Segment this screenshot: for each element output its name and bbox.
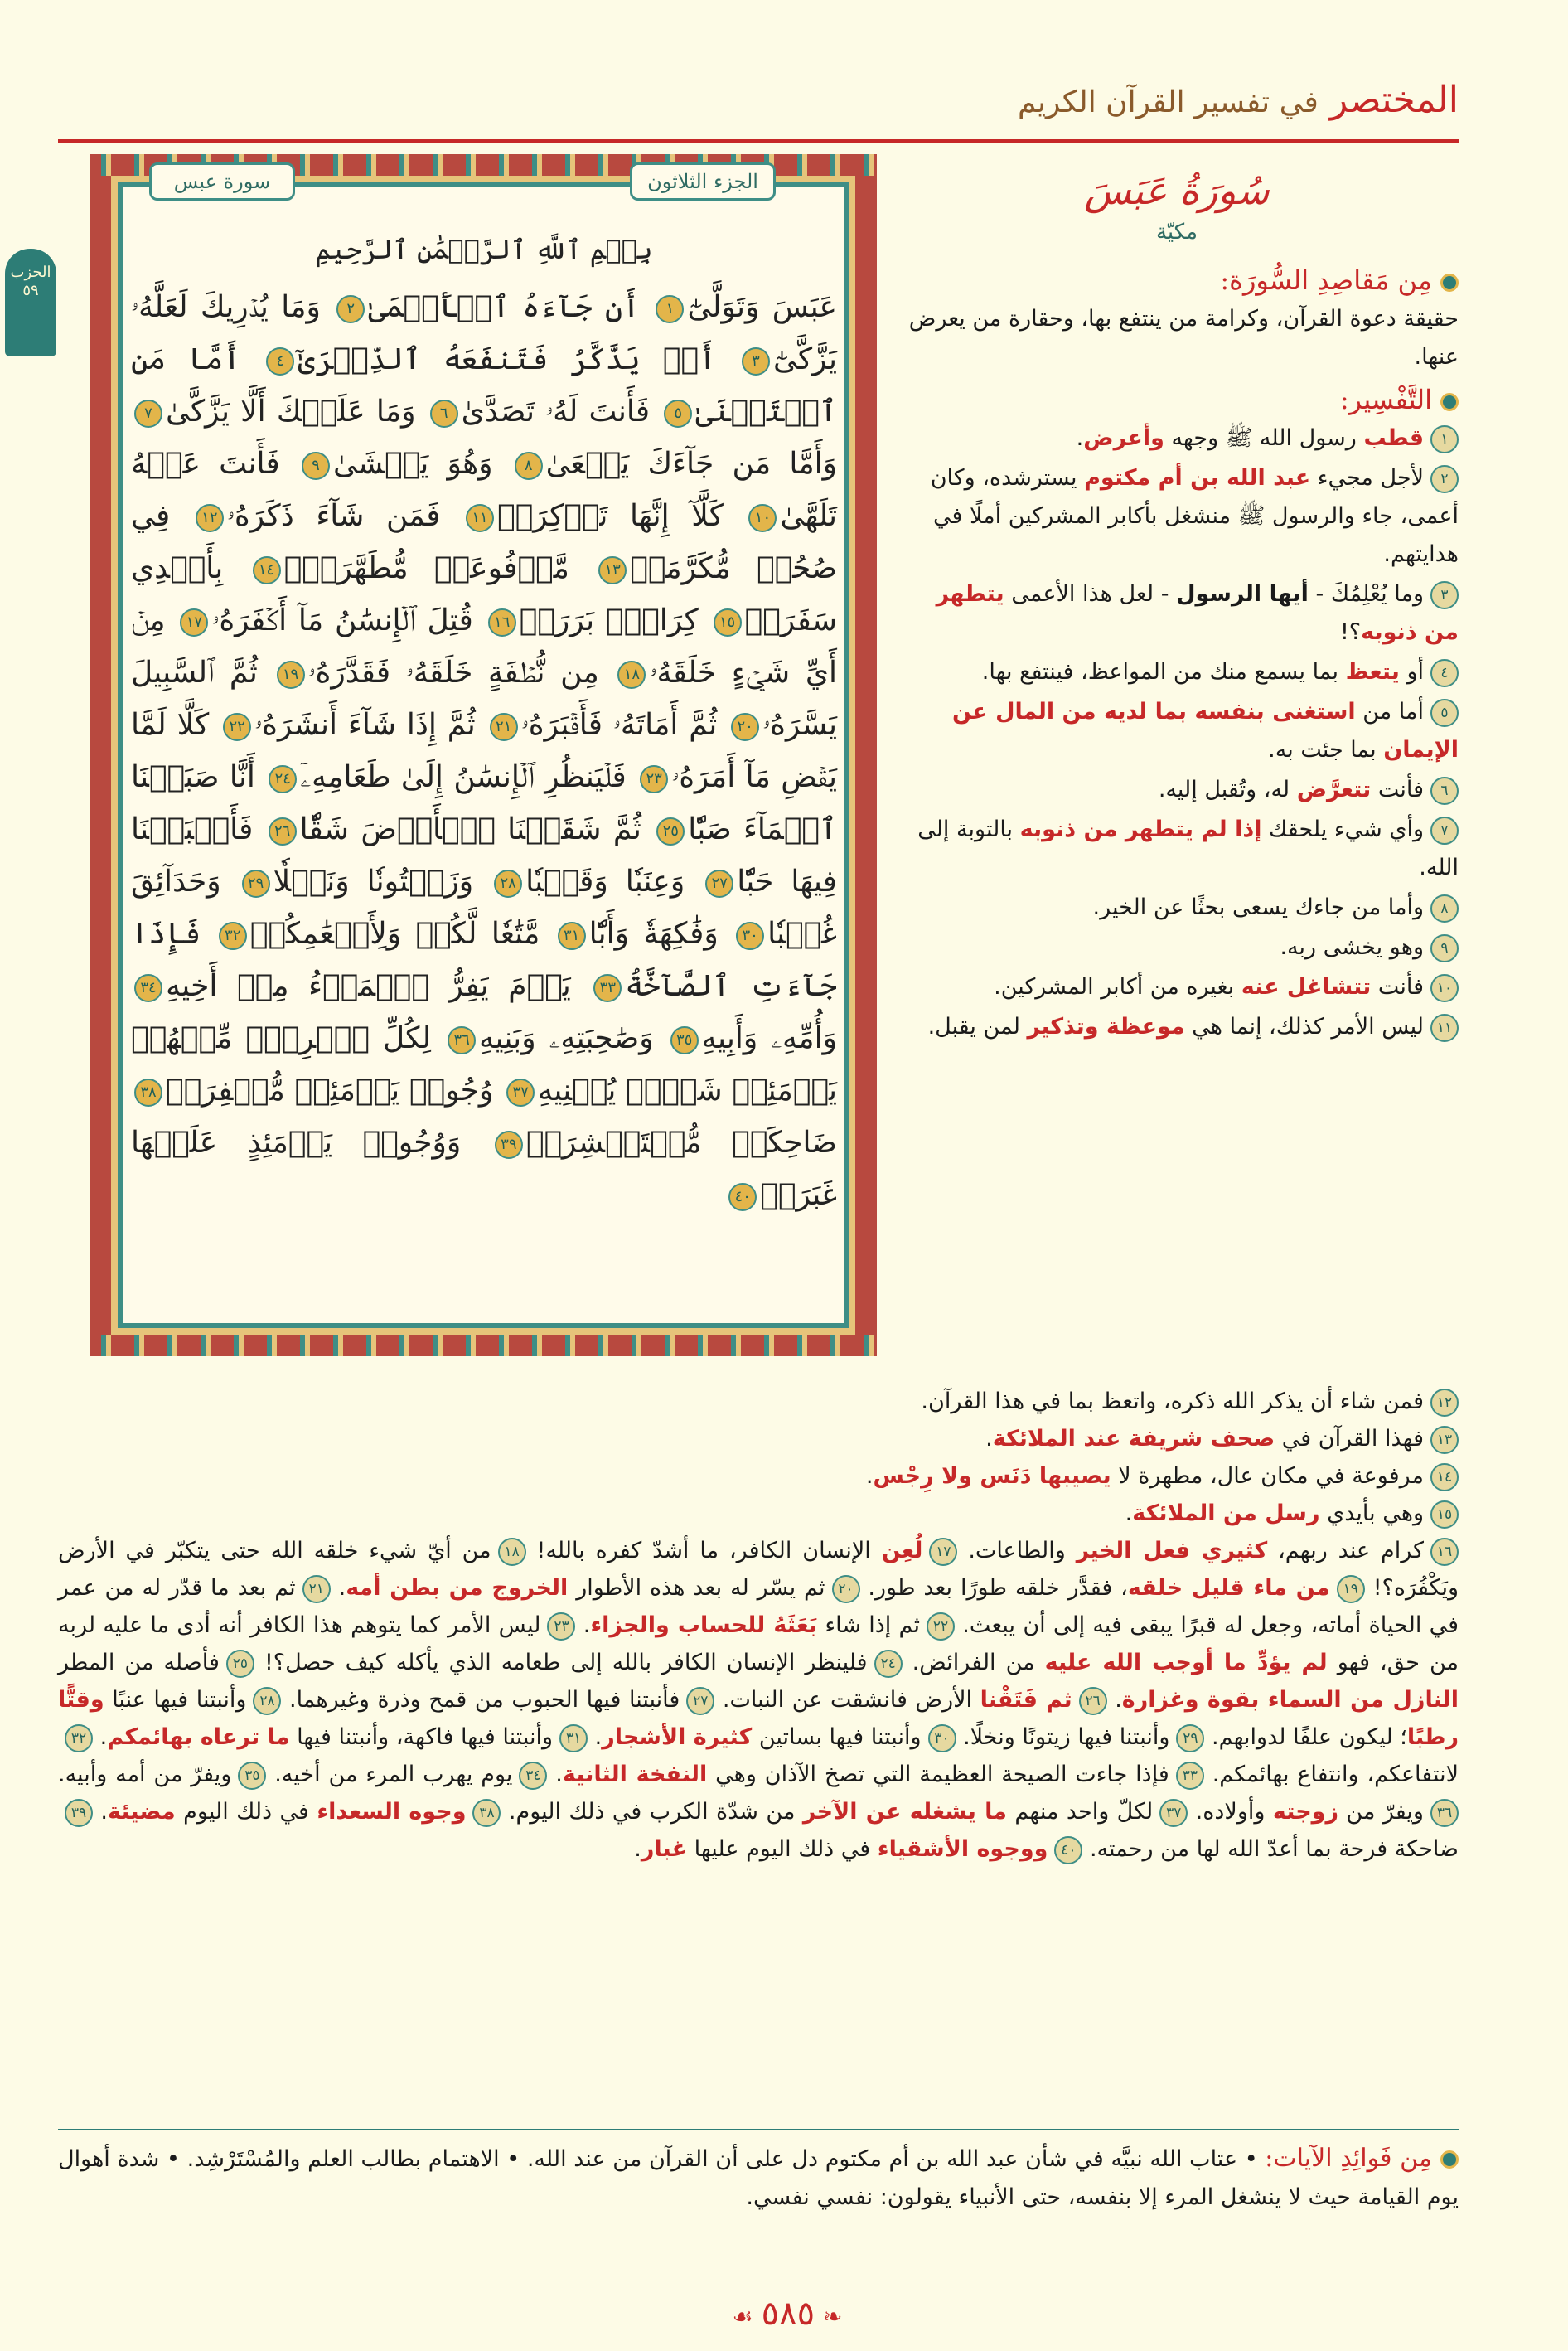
highlighted-phrase: ما ترعاه بهائمكم [107,1724,290,1750]
tafsir-text: فأنت [1371,974,1424,1000]
tafsir-entry [956,1724,1205,1750]
ayah-text: فَإِذَا جَآءَتِ ٱلصَّآخَّةُ [131,917,837,1003]
ayat-container [131,290,837,1212]
highlighted-phrase: كثيري فعل الخير [1076,1538,1268,1563]
quran-text [131,224,837,1318]
highlighted-phrase: قطب [1363,425,1424,451]
tafsir-text: فمن شاء أن يذكر الله ذكره، واتعظ بما في هذا القرآن. [921,1389,1424,1414]
surah-title: سُورَةُ عَبَسَ [1084,168,1270,213]
tafsir-text: . [330,1575,346,1601]
verse-number-icon: ٦ [1430,777,1459,805]
book-title [995,79,1459,121]
verse-number-icon: ٤ [1430,659,1459,687]
ayah-text: أَمَّا مَنِ ٱسۡتَغۡنَىٰ [131,342,837,429]
ayah-number-icon: ١٩ [277,661,305,689]
tafsir-text: . [547,1762,563,1787]
verse-number-icon: ٢٠ [832,1575,860,1603]
verse-number-icon: ٣٢ [65,1724,93,1752]
highlighted-phrase: ووجوه الأشقياء [877,1836,1048,1862]
verse-number-icon: ٢٥ [226,1650,254,1678]
tafsir-text: ليس الأمر كذلك، إنما هي [1184,1014,1424,1040]
tafsir-text: أما من [1355,699,1424,725]
bullet-icon [1440,393,1459,411]
verse-number-icon: ١٧ [929,1538,957,1566]
tafsir-entry [281,1687,714,1713]
verse-number-icon: ١٥ [1430,1500,1459,1529]
hizb-marker [5,249,56,356]
tafsir-text: في ذلك اليوم [175,1799,317,1825]
ayah-text: وَوُجُوهٞ يَوۡمَئِذٍ عَلَيۡهَا غَبَرَةٞ [131,1126,837,1212]
ayah-number-icon: ٥ [664,400,692,428]
tafsir-entry [93,1724,588,1750]
tafsir-text: وأنبتنا فيها بساتين [752,1724,922,1750]
highlighted-phrase: وقتًّا رطبًا [58,1687,1459,1750]
verse-number-icon: ٢ [1430,465,1459,493]
tafsir-text: في ذلك اليوم عليها [687,1836,878,1862]
tafsir-text: من أيّ شيء خلقه الله حتى يتكبّر في الأرض ويَكْفُرَه؟! [58,1538,1459,1601]
benefits-section [58,2139,1459,2217]
tafsir-entry [860,1575,1365,1601]
ayah-number-icon: ٣٤ [134,974,162,1002]
ayah-number-icon: ٤ [266,347,294,376]
verse-number-icon: ٨ [1430,894,1459,923]
ayah-text: وَزَيۡتُونٗا وَنَخۡلٗا [273,865,474,899]
highlighted-phrase: تتشاغل عنه [1241,974,1372,1000]
tafsir-list [895,419,1459,1046]
ayah-number-icon: ٣٣ [593,974,622,1002]
ayah-text: ثُمَّ شَقَقۡنَا ٱلۡأَرۡضَ شَقّٗا [299,812,641,846]
ayah-number-icon: ٢٠ [731,713,759,741]
tafsir-text: وهي بأيدي [1319,1500,1424,1526]
tafsir-heading-text: التَّفْسِير: [1339,384,1432,415]
verse-number-icon: ٣٥ [238,1762,266,1790]
ayah-number-icon: ٢ [336,295,365,323]
highlighted-phrase: إذا لم يتطهر من ذنوبه [1019,817,1262,842]
tafsir-text: ؛ ليكون علفًا لدوابهم. [1204,1724,1407,1750]
ayah-text: فَأَنتَ لَهُۥ تَصَدَّىٰ [461,395,651,429]
tafsir-entry [58,1762,266,1787]
ayah-text: وَصَٰحِبَتِهِۦ وَبَنِيهِ [479,1021,654,1055]
juz-label: الجزء الثلاثون [630,162,776,201]
ayah-text: كَلَّآ إِنَّهَا تَذۡكِرَةٞ [497,499,724,533]
ayah-text: مِنۡ أَيِّ شَيۡءٍ خَلَقَهُۥ [131,604,838,690]
ayah-number-icon: ٢٥ [656,817,685,846]
tafsir-text: . [93,1799,108,1825]
tafsir-entry [895,968,1459,1006]
ayah-number-icon: ١٥ [714,608,742,637]
verse-number-icon: ٢٧ [686,1687,714,1715]
ayah-number-icon: ٣٥ [670,1026,699,1054]
verse-number-icon: ٢٨ [253,1687,281,1715]
ayah-text: وُجُوهٞ يَوۡمَئِذٖ مُّسۡفِرَةٞ [166,1074,494,1108]
ayah-number-icon: ١٣ [598,556,627,584]
tafsir-text: . [575,1612,591,1638]
tafsir-entry [895,419,1459,458]
ayah-text: ثُمَّ أَمَاتَهُۥ فَأَقۡبَرَهُۥ [520,708,718,742]
tafsir-text: فأنبتنا فيها الحبوب من قمح وذرة وغيرهما. [281,1687,680,1713]
ayah-text: فَمَن شَآءَ ذَكَرَهُۥ [226,499,441,533]
tafsir-entry [501,1799,1188,1825]
tafsir-text: فأنت [1371,777,1424,802]
ayah-number-icon: ٢٧ [705,870,733,898]
verse-number-icon: ٢٦ [1079,1687,1107,1715]
bullet-icon [1440,2150,1459,2169]
tafsir-entry [575,1612,955,1638]
book-title-sub: في تفسير القرآن الكريم [1018,85,1319,119]
tafsir-text: أيها الرسول [1176,581,1309,607]
ayah-text: يَوۡمَ يَفِرُّ ٱلۡمَرۡءُ مِنۡ أَخِيهِ [166,969,571,1003]
tafsir-heading [895,380,1459,419]
verse-number-icon: ٩ [1430,934,1459,962]
tafsir-text: . [588,1724,603,1750]
tafsir-text: لأجل مجيء [1310,465,1424,491]
ornament-icon: ❧ [823,2303,843,2330]
tafsir-entry [957,1538,1459,1563]
ayah-number-icon: ٢٨ [494,870,522,898]
highlighted-phrase: بَعَثَهُ للحساب والجزاء [590,1612,818,1638]
tafsir-entry [895,811,1459,887]
highlighted-phrase: كثيرة الأشجار [602,1724,753,1750]
highlighted-phrase: عبد الله بن أم مكتوم [1084,465,1311,491]
goals-heading-text: مِن مَقاصِدِ السُّورَة: [1220,264,1432,296]
tafsir-text: ثم بعد ما قدّر له من عمر في الحياة أماته، وجعل له قبرًا يبقى فيه إلى أن يبعث. [58,1575,1459,1638]
ayah-number-icon: ٩ [302,452,330,480]
tafsir-text: بما يسمع منك من المواعظ، فينتفع بها. [981,659,1346,685]
tafsir-text: . [1106,1687,1122,1713]
verse-number-icon: ٣١ [559,1724,588,1752]
ayah-number-icon: ٣٠ [736,922,764,950]
tafsir-text: لكلّ واحد منهم [1007,1799,1154,1825]
tafsir-text: وأنبتنا فيها فاكهة، وأنبتنا فيها [289,1724,554,1750]
ayah-text: أَن جَآءَهُ ٱلۡأَعۡمَىٰ [368,290,641,324]
lower-tafsir-paragraph [58,1532,1459,1868]
tafsir-text: الأرض فانشقت عن النبات. [714,1687,980,1713]
ayah-number-icon: ٤٠ [728,1183,757,1211]
ayah-number-icon: ١٨ [617,661,646,689]
ayah-text: وَفَٰكِهَةٗ وَأَبّٗا [588,917,719,951]
hizb-marker-label: الحزب ٥٩ [10,264,51,299]
basmala: بِسۡمِ ٱللَّهِ ٱلرَّحۡمَٰنِ ٱلرَّحِيمِ [315,234,653,265]
tafsir-text: فأصله من المطر [58,1650,220,1675]
tafsir-entry [895,459,1459,574]
ayah-number-icon: ١١ [466,504,494,532]
ayah-text: مِن نُّطۡفَةٍ خَلَقَهُۥ فَقَدَّرَهُۥ [307,656,599,690]
verse-number-icon: ٢٣ [547,1612,575,1641]
ayah-number-icon: ٢١ [490,713,518,741]
ayah-number-icon: ٢٣ [640,765,668,793]
tafsir-text: بغيره من أكابر المشركين. [994,974,1241,1000]
tafsir-text: . [1125,1500,1133,1526]
tafsir-text: فهذا القرآن في [1275,1426,1424,1452]
lower-tafsir [58,1383,1459,1868]
header-divider [58,139,1459,143]
book-title-main: المختصر [1329,79,1459,121]
ayah-text: مَّتَٰعٗا لَّكُمۡ وَلِأَنۡعَٰمِكُمۡ [249,917,540,951]
ayah-number-icon: ٢٤ [269,765,297,793]
right-column [895,166,1459,1048]
verse-number-icon: ١٠ [1430,974,1459,1002]
tafsir-entry [895,575,1459,652]
tafsir-text: وهو يخشى ربه. [1280,934,1424,960]
tafsir-entry [895,771,1459,809]
tafsir-entry [895,1008,1459,1046]
tafsir-text: - لعل هذا الأعمى [1004,581,1177,607]
tafsir-text: وما يُعْلِمُكَ - [1308,581,1424,607]
tafsir-text: وأنبتنا فيها زيتونًا ونخلًا. [956,1724,1170,1750]
page-number [646,2295,928,2333]
tafsir-text: . [1076,425,1084,451]
ayah-number-icon: ١٦ [488,608,516,637]
benefits-divider [58,2129,1459,2130]
ayah-text: كَلَّا لَمَّا يَقۡضِ مَآ أَمَرَهُۥ [131,708,837,794]
highlighted-phrase: رسل من الملائكة [1132,1500,1320,1526]
tafsir-text: من شدّة الكرب في ذلك اليوم. [501,1799,803,1825]
tafsir-entry [58,1420,1459,1457]
tafsir-text: يسترشده، وكان أعمى، جاء والرسول ﷺ منشغل بأكابر المشركين أملًا في هدايتهم. [930,465,1459,567]
tafsir-text: كرام عند ربهم، [1267,1538,1424,1563]
verse-number-icon: ١٢ [1430,1389,1459,1417]
ayah-number-icon: ١٤ [253,556,281,584]
highlighted-phrase: وأعرض [1083,425,1164,451]
tafsir-text: . [985,1426,993,1452]
verse-number-icon: ٣٨ [472,1799,501,1827]
highlighted-phrase: لم يؤدِّ ما أوجب الله عليه [1044,1650,1328,1675]
page-number-value: ٥٨٥ [761,2295,815,2333]
tafsir-entry [634,1836,1082,1862]
tafsir-text: ؟! [1339,619,1362,645]
verse-number-icon: ٧ [1430,817,1459,845]
ayah-text: ثُمَّ إِذَا شَآءَ أَنشَرَهُۥ [254,708,476,742]
tafsir-text: من الفرائض. [902,1650,1045,1675]
highlighted-phrase: موعظة وتذكير [1027,1014,1185,1040]
highlighted-phrase: من ماء قليل خلقه [1127,1575,1330,1601]
tafsir-text: لمن يقبل. [927,1014,1028,1040]
goals-heading [895,260,1459,300]
verse-number-icon: ٢٤ [874,1650,903,1678]
verse-number-icon: ٣٣ [1176,1762,1204,1790]
tafsir-text: فلينظر الإنسان الكافر بالله إلى طعامه الذي يأكله كيف حصل؟! [254,1650,868,1675]
ayah-text: فَأَنۢبَتۡنَا فِيهَا حَبّٗا [131,812,838,899]
tafsir-text: . [93,1724,108,1750]
ayah-number-icon: ٣٢ [219,922,247,950]
ayah-number-icon: ٧ [134,400,162,428]
tafsir-entry [547,1762,1203,1787]
verse-number-icon: ١٦ [1430,1538,1459,1566]
ayah-text: فَأَنتَ عَنۡهُ تَلَهَّىٰ [131,447,838,533]
tafsir-entry [58,1495,1459,1532]
verse-number-icon: ١٤ [1430,1463,1459,1491]
ayah-text: وَعِنَبٗا وَقَضۡبٗا [525,865,685,899]
ayah-text: فِي صُحُفٖ مُّكَرَّمَةٖ [131,499,837,585]
tafsir-text: وأي شيء يلحقك [1261,817,1424,842]
ayah-text: مَّرۡفُوعَةٖ مُّطَهَّرَةِۭ [283,551,569,585]
tafsir-entry [714,1687,1106,1713]
ayah-text: فَلۡيَنظُرِ ٱلۡإِنسَٰنُ إِلَىٰ طَعَامِهِۦٓ [300,760,627,794]
tafsir-text: وأولاده. [1188,1799,1273,1825]
tafsir-entry [895,928,1459,967]
tafsir-text: والطاعات. [957,1538,1077,1563]
ayah-number-icon: ١٢ [196,504,224,532]
highlighted-phrase: استغنى بنفسه بما لديه من المال عن الإيمان [951,699,1459,763]
benefits-text: • عتاب الله نبيَّه في شأن عبد الله بن أم مكتوم دل على أن القرآن من عند الله. • الاهتمام بطالب العلم والمُسْتَرْشِد. • شدة أهوال يوم القيامة حيث لا ينشغل المرء إلا بنفسه، حتى الأنبياء يقولون: نفسي نفسي. [58,2146,1459,2210]
tafsir-entry [266,1762,547,1787]
verse-number-icon: ١٣ [1430,1426,1459,1454]
ayah-text: لِكُلِّ ٱمۡرِيٕٖ مِّنۡهُمۡ يَوۡمَئِذٖ شَأۡنٞ يُغۡنِيهِ [131,1021,837,1108]
verse-number-icon: ٣٧ [1159,1799,1188,1827]
ayah-text: وَحَدَآئِقَ غُلۡبٗا [131,865,837,951]
highlighted-phrase: النازل من السماء بقوة وغزارة [1121,1687,1459,1713]
tafsir-text: فإذا جاءت الصيحة العظيمة التي تصخ الآذان وهي [707,1762,1169,1787]
frame-ornament-bottom [90,1335,877,1356]
tafsir-text: له، وتُقبل إليه. [1158,777,1297,802]
tafsir-text: رسول الله ﷺ وجهه [1164,425,1364,451]
verse-number-icon: ٣٩ [65,1799,93,1827]
ayah-number-icon: ٣ [742,347,770,376]
ayah-number-icon: ٣١ [558,922,586,950]
tafsir-entry [58,1457,1459,1495]
verse-number-icon: ٥ [1430,699,1459,727]
verse-number-icon: ٣٠ [928,1724,956,1752]
highlighted-phrase: وجوه السعداء [317,1799,467,1825]
ayah-text: عَبَسَ وَتَوَلَّىٰٓ [687,290,837,324]
ayah-text: وَأُمِّهِۦ وَأَبِيهِ [701,1021,837,1055]
surah-frame-label: سورة عبس [149,162,295,201]
highlighted-phrase: لُعِن [881,1538,923,1563]
verse-number-icon: ٣٤ [519,1762,547,1790]
tafsir-entry [895,653,1459,691]
tafsir-text: مرفوعة في مكان عال، مطهرة لا [1111,1463,1424,1489]
benefits-heading-text: مِن فَوائِدِ الآيات: [1265,2144,1432,2173]
benefits-heading [1265,2144,1459,2173]
tafsir-entry [588,1724,956,1750]
highlighted-phrase: ثم فَتَقْنا [980,1687,1072,1713]
tafsir-text: وأما من جاءك يسعى بحثًا عن الخير. [1092,894,1424,920]
tafsir-text: الإنسان الكافر، ما أشدّ كفره بالله! [525,1538,882,1563]
ornament-icon: ☙ [732,2303,753,2330]
highlighted-phrase: مضيئة [108,1799,176,1825]
ayah-number-icon: ٢٢ [223,713,251,741]
ayah-number-icon: ٨ [515,452,543,480]
ayah-text: بِأَيۡدِي سَفَرَةٖ [131,551,837,637]
tafsir-entry [1188,1799,1459,1825]
tafsir-text: ثم إذا شاء [817,1612,921,1638]
tafsir-text: بما جئت به. [1268,737,1384,763]
ayah-text: قُتِلَ ٱلۡإِنسَٰنُ مَآ أَكۡفَرَهُۥ [211,604,473,637]
verse-number-icon: ١٨ [498,1538,526,1566]
verse-number-icon: ٢١ [302,1575,331,1603]
verse-number-icon: ٣٦ [1430,1799,1459,1827]
ayah-text: وَهُوَ يَخۡشَىٰ [332,447,493,481]
tafsir-entry [58,1383,1459,1420]
highlighted-phrase: صحف شريفة عند الملائكة [992,1426,1275,1452]
highlighted-phrase: زوجته [1272,1799,1339,1825]
ayah-number-icon: ٣٧ [506,1079,535,1107]
ayah-number-icon: ٦ [430,400,458,428]
verse-number-icon: ٣ [1430,581,1459,609]
verse-number-icon: ٢٢ [927,1612,955,1641]
highlighted-phrase: ما يشغله عن الآخر [802,1799,1007,1825]
tafsir-text: ويفرّ من [1338,1799,1424,1825]
verse-number-icon: ٢٩ [1176,1724,1204,1752]
tafsir-entry [93,1799,501,1825]
highlighted-phrase: تتعرَّض [1296,777,1372,802]
tafsir-entry [331,1575,860,1601]
ayah-text: وَمَا عَلَيۡكَ أَلَّا يَزَّكَّىٰ [166,395,416,429]
tafsir-text: ويفرّ من أمه وأبيه. [58,1762,232,1787]
highlighted-phrase: يتعظ [1345,659,1400,685]
highlighted-phrase: الخروج من بطن أمه [346,1575,569,1601]
tafsir-text: بالتوبة إلى الله. [917,817,1459,880]
ayah-number-icon: ٣٦ [448,1026,476,1054]
verse-number-icon: ١٩ [1337,1575,1365,1603]
tafsir-entry [254,1650,903,1675]
ayah-text: أَنَّا صَبَبۡنَا ٱلۡمَآءَ صَبّٗا [131,760,837,846]
verse-number-icon: ١١ [1430,1014,1459,1042]
tafsir-text: . [865,1463,874,1489]
highlighted-phrase: النفخة الثانية [562,1762,708,1787]
ayah-text: وَمَا يُدۡرِيكَ لَعَلَّهُۥ يَزَّكَّىٰٓ [131,290,838,376]
ayah-number-icon: ٢٦ [269,817,297,846]
verse-number-icon: ٤٠ [1054,1836,1082,1864]
surah-type: مكيّة [1155,220,1198,245]
highlighted-phrase: غبار [641,1836,688,1862]
tafsir-text: لانتفاعكم، وانتفاع بهائمكم. [1203,1762,1459,1787]
ayah-text: وَأَمَّا مَن جَآءَكَ يَسۡعَىٰ [545,447,837,481]
goals-text: حقيقة دعوة القرآن، وكرامة من ينتفع بها، وحقارة من يعرض عنها. [908,306,1459,370]
ayah-number-icon: ٣٨ [134,1079,162,1107]
tafsir-text: وأنبتنا فيها عنبًا [104,1687,247,1713]
tafsir-text: أو [1399,659,1424,685]
tafsir-entry [895,693,1459,769]
ayah-text: ثُمَّ ٱلسَّبِيلَ يَسَّرَهُۥ [131,656,838,742]
tafsir-text: ، فقدَّر خلقه طورًا بعد طور. [859,1575,1128,1601]
ayah-number-icon: ١٠ [748,504,777,532]
ayah-number-icon: ١٧ [180,608,208,637]
verse-number-icon: ١ [1430,425,1459,453]
ayah-number-icon: ١ [656,295,684,323]
tafsir-text: ثم يسّر له بعد هذه الأطوار [568,1575,825,1601]
tafsir-entry [895,889,1459,927]
ayah-text: كِرَامِۭ بَرَرَةٖ [519,604,699,637]
tafsir-text: ضاحكة فرحة بما أعدّ الله لها من رحمته. [1082,1836,1459,1862]
tafsir-entry [526,1538,958,1563]
highlighted-phrase: يصيبها دَنَس ولا رِجْس [873,1463,1111,1489]
lower-tafsir-list [58,1383,1459,1532]
ayah-text: ضَاحِكَةٞ مُّسۡتَبۡشِرَةٞ [525,1126,837,1160]
ayah-text: أَوۡ يَذَّكَّرُ فَتَنفَعَهُ ٱلذِّكۡرَىٰٓ [298,342,717,376]
tafsir-text: يوم يهرب المرء من أخيه. [266,1762,513,1787]
ayah-number-icon: ٣٩ [495,1131,523,1159]
highlighted-phrase: يتطهر من ذنوبه [936,581,1459,645]
tafsir-text: ليس الأمر كما يتوهم هذا الكافر أنه أدى ما عليه لربه من حق، فهو [58,1612,1459,1675]
tafsir-text: . [634,1836,641,1862]
ayah-number-icon: ٢٩ [242,870,270,898]
bullet-icon [1440,274,1459,292]
